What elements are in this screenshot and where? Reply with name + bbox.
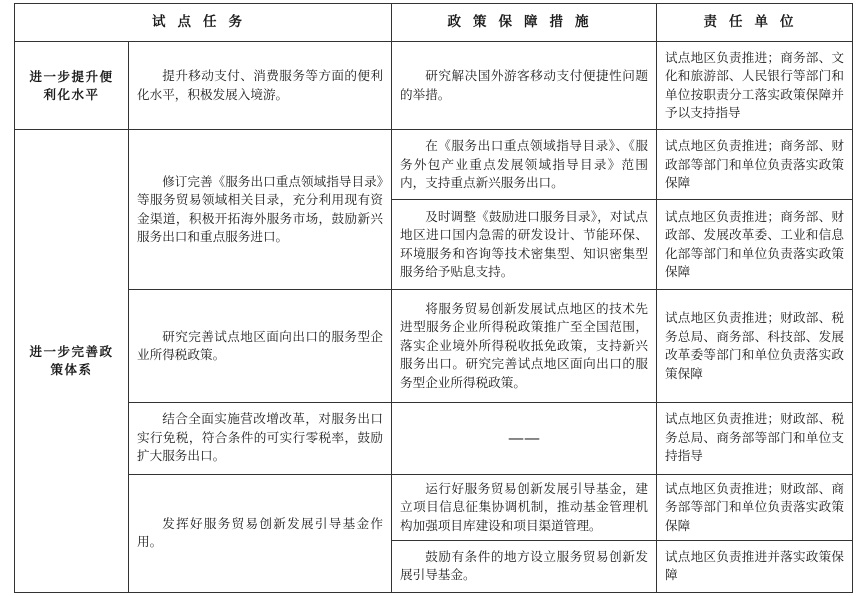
measures-cell: 鼓励有条件的地方设立服务贸易创新发展引导基金。 <box>392 540 657 592</box>
category-cell: 进一步完善政策体系 <box>15 130 129 593</box>
table-row <box>15 402 853 474</box>
measures-cell: 研究解决国外游客移动支付便捷性问题的举措。 <box>392 42 657 130</box>
measures-cell: —— <box>392 402 657 474</box>
task-cell: 结合全面实施营改增改革，对服务出口实行免税，符合条件的可实行零税率，鼓励扩大服务出口。 <box>129 402 392 474</box>
table-row <box>15 130 853 200</box>
header-task: 试点任务 <box>15 4 392 42</box>
header-measures: 政策保障措施 <box>392 4 657 42</box>
responsible-cell: 试点地区负责推进；财政部、税务总局、商务部等部门和单位支持指导 <box>657 402 853 474</box>
responsible-cell: 试点地区负责推进；商务部、财政部、发展改革委、工业和信息化部等部门和单位负责落实政策保障 <box>657 200 853 290</box>
responsible-cell: 试点地区负责推进；财政部、税务总局、商务部、科技部、发展改革委等部门和单位负责落实政策保障 <box>657 290 853 402</box>
task-cell: 修订完善《服务出口重点领域指导目录》等服务贸易领域相关目录，充分利用现有资金渠道，积极开拓海外服务市场，鼓励新兴服务出口和重点服务进口。 <box>129 130 392 290</box>
table-header-row <box>15 4 853 42</box>
category-cell: 进一步提升便利化水平 <box>15 42 129 130</box>
policy-table <box>14 3 853 593</box>
table-row <box>15 474 853 540</box>
responsible-cell: 试点地区负责推进；商务部、财政部等部门和单位负责落实政策保障 <box>657 130 853 200</box>
responsible-cell: 试点地区负责推进；商务部、文化和旅游部、人民银行等部门和单位按职责分工落实政策保障并予以支持指导 <box>657 42 853 130</box>
table-row <box>15 42 853 130</box>
responsible-cell: 试点地区负责推进并落实政策保障 <box>657 540 853 592</box>
responsible-cell: 试点地区负责推进；财政部、商务部等部门和单位负责落实政策保障 <box>657 474 853 540</box>
header-responsible: 责任单位 <box>657 4 853 42</box>
task-cell: 研究完善试点地区面向出口的服务型企业所得税政策。 <box>129 290 392 402</box>
task-cell: 发挥好服务贸易创新发展引导基金作用。 <box>129 474 392 592</box>
measures-cell: 在《服务出口重点领域指导目录》、《服务外包产业重点发展领域指导目录》范围内，支持重点新兴服务出口。 <box>392 130 657 200</box>
task-cell: 提升移动支付、消费服务等方面的便利化水平，积极发展入境游。 <box>129 42 392 130</box>
measures-cell: 及时调整《鼓励进口服务目录》，对试点地区进口国内急需的研发设计、节能环保、环境服务和咨询等技术密集型、知识密集型服务给予贴息支持。 <box>392 200 657 290</box>
measures-cell: 运行好服务贸易创新发展引导基金，建立项目信息征集协调机制，推动基金管理机构加强项目库建设和项目渠道管理。 <box>392 474 657 540</box>
measures-cell: 将服务贸易创新发展试点地区的技术先进型服务企业所得税政策推广至全国范围，落实企业境外所得税收抵免政策，支持新兴服务出口。研究完善试点地区面向出口的服务型企业所得税政策。 <box>392 290 657 402</box>
table-row <box>15 290 853 402</box>
